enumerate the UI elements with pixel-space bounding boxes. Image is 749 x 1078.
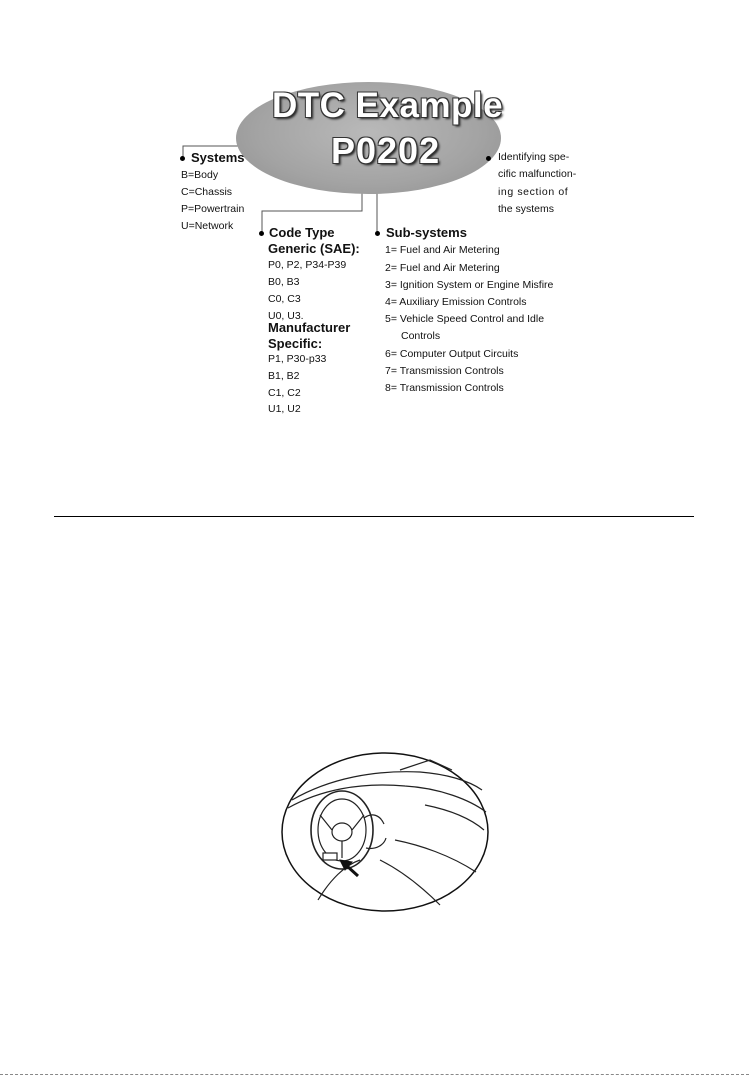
sub-systems-item: 7= Transmission Controls	[385, 365, 504, 377]
generic-item: P0, P2, P34-P39	[268, 259, 347, 271]
sub-systems-item: 8= Transmission Controls	[385, 382, 504, 394]
dtc-title: DTC Example	[272, 86, 504, 125]
sub-systems-item: 1= Fuel and Air Metering	[385, 244, 500, 256]
generic-item: C0, C3	[268, 293, 301, 305]
dtc-code: P0202	[331, 130, 441, 171]
sub-systems-item: 2= Fuel and Air Metering	[385, 262, 500, 274]
systems-item: U=Network	[181, 220, 234, 232]
systems-item: P=Powertrain	[181, 203, 245, 215]
systems-item: B=Body	[181, 169, 219, 181]
manufacturer-heading: Manufacturer	[268, 320, 351, 335]
systems-item: C=Chassis	[181, 186, 233, 198]
manufacturer-item: B1, B2	[268, 370, 300, 382]
manufacturer-heading: Specific:	[268, 336, 323, 351]
page-bottom-edge	[0, 1074, 749, 1075]
generic-heading: Generic (SAE):	[268, 241, 360, 256]
sub-systems-heading: Sub-systems	[386, 225, 467, 240]
systems-heading: Systems	[191, 150, 245, 165]
identifying-line: Identifying spe-	[498, 151, 570, 163]
identifying-line: cific malfunction-	[498, 168, 577, 180]
identifying-line: the systems	[498, 203, 555, 215]
generic-item: U0, U3.	[268, 310, 304, 322]
manufacturer-item: U1, U2	[268, 403, 301, 415]
sub-systems-item: 6= Computer Output Circuits	[385, 348, 519, 360]
code-type-heading: Code Type	[269, 225, 335, 240]
identifying-line: ing section of	[498, 186, 569, 198]
generic-item: B0, B3	[268, 276, 300, 288]
sub-systems-item: 5= Vehicle Speed Control and Idle	[385, 313, 545, 325]
manufacturer-item: C1, C2	[268, 387, 301, 399]
sub-systems-item: 3= Ignition System or Engine Misfire	[385, 279, 554, 291]
manufacturer-item: P1, P30-p33	[268, 353, 327, 365]
sub-systems-item: Controls	[401, 330, 441, 342]
sub-systems-item: 4= Auxiliary Emission Controls	[385, 296, 527, 308]
